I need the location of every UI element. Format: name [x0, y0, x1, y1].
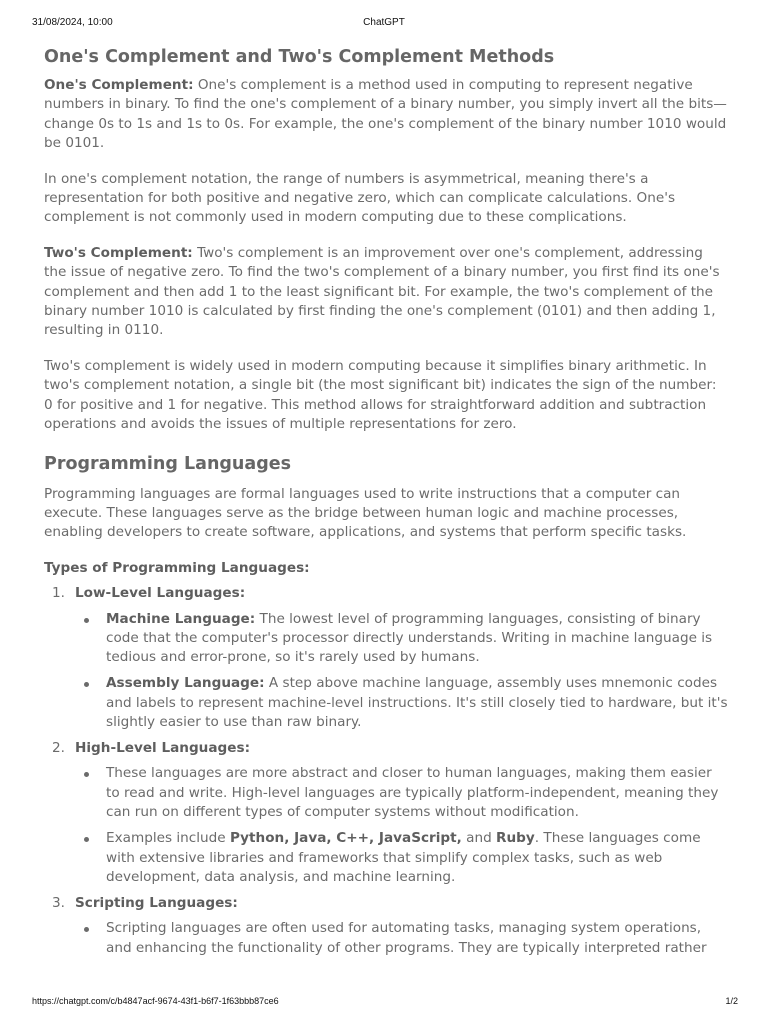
list-number: 1. [52, 585, 65, 602]
examples-last-language: Ruby [496, 830, 535, 847]
scripting-description-text: Scripting languages are often used for automating tasks, managing system operations, and enhancing the functionality of other programs. They are typically interpreted rather [106, 920, 707, 956]
types-heading: Types of Programming Languages: [44, 559, 310, 576]
list-item-high-level [44, 739, 728, 887]
examples-after-text: . These languages come with extensive libraries and frameworks that simplify complex tasks, such as web development, data analysis, and machine learning. [106, 830, 701, 885]
list-item-high-level-examples [75, 829, 728, 887]
paragraph-ones-complement [44, 76, 728, 154]
list-item-machine-language [75, 610, 728, 668]
sublist-low-level [75, 610, 728, 733]
bullet-icon [84, 682, 89, 687]
paragraph-ones-complement-range: In one's complement notation, the range of numbers is asymmetrical, meaning there's a representation for both positive and negative zero, which can complicate calculations. One's complement is not commonly used in modern computing due to these complications. [44, 170, 676, 226]
assembly-language-label: Assembly Language: [106, 675, 265, 692]
section-heading-programming-languages: Programming Languages [44, 453, 292, 474]
list-item-low-level [44, 584, 728, 732]
bullet-icon [84, 837, 89, 842]
bullet-icon [84, 772, 89, 777]
examples-and-text: and [461, 830, 497, 847]
section-heading-complement: One's Complement and Two's Complement Methods [44, 47, 555, 67]
sublist-high-level [75, 764, 728, 887]
paragraph-twos-complement [44, 244, 728, 341]
examples-languages: Python, Java, C++, JavaScript, [229, 830, 462, 847]
twos-complement-label: Two's Complement: [44, 244, 193, 261]
examples-intro-text: Examples include [106, 830, 230, 847]
paragraph-twos-complement-usage: Two's complement is widely used in modern computing because it simplifies binary arithmetic. In two's complement notation, a single bit (the most significant bit) indicates the sign of the number: 0 for positive and 1 for negative. This method allows for straightforward addition and subtraction operations and avoids the issues of multiple representations for zero. [44, 357, 717, 433]
print-url: https://chatgpt.com/c/b4847acf-9674-43f1-b6f7-1f63bbb87ce6 [32, 996, 279, 1006]
language-types-list [44, 584, 728, 958]
category-title-high-level: High-Level Languages: [75, 739, 251, 756]
print-title: ChatGPT [363, 17, 405, 28]
list-item-assembly-language [75, 674, 728, 732]
page-number: 1/2 [725, 996, 738, 1006]
machine-language-label: Machine Language: [106, 610, 256, 627]
ones-complement-label: One's Complement: [44, 77, 194, 93]
sublist-scripting [75, 919, 728, 958]
list-number: 2. [52, 739, 65, 756]
bullet-icon [84, 927, 89, 932]
bullet-icon [84, 618, 89, 623]
print-footer [0, 996, 768, 1010]
list-item-scripting [44, 894, 728, 958]
paragraph-programming-intro: Programming languages are formal languages used to write instructions that a computer can execute. These languages serve as the bridge between human logic and machine processes, enabling developers to create software, applications, and systems that perform specific tasks. [44, 485, 687, 541]
category-title-low-level: Low-Level Languages: [75, 585, 246, 602]
print-date: 31/08/2024, 10:00 [32, 17, 113, 28]
list-number: 3. [52, 894, 65, 911]
twos-complement-text: Two's complement is an improvement over one's complement, addressing the issue of negative zero. To find the two's complement of a binary number, you first find its one's complement and then add 1 to the least significant bit. For example, the two's complement of the binary number 1010 is calculated by first finding the one's complement (0101) and then adding 1, resulting in 0110. [44, 244, 720, 339]
document-content [44, 44, 728, 965]
ones-complement-text: One's complement is a method used in computing to represent negative numbers in binary. To find the one's complement of a binary number, you simply invert all the bits—change 0s to 1s and 1s to 0s. For example, the one's complement of the binary number 1010 would be 0101. [44, 77, 727, 152]
category-title-scripting: Scripting Languages: [75, 894, 238, 911]
print-header [0, 17, 768, 31]
list-item-scripting-description [75, 919, 728, 958]
high-level-description-text: These languages are more abstract and closer to human languages, making them easier to read and write. High-level languages are typically platform-independent, meaning they can run on different types of computer systems without modification. [106, 765, 719, 821]
assembly-language-text: A step above machine language, assembly uses mnemonic codes and labels to represent machine-level instructions. It's still closely tied to hardware, but it's slightly easier to use than raw binary. [106, 675, 728, 731]
list-item-high-level-description [75, 764, 728, 822]
machine-language-text: The lowest level of programming languages, consisting of binary code that the computer's processor directly understands. Writing in machine language is tedious and error-prone, so it's rarely used by humans. [106, 610, 713, 666]
